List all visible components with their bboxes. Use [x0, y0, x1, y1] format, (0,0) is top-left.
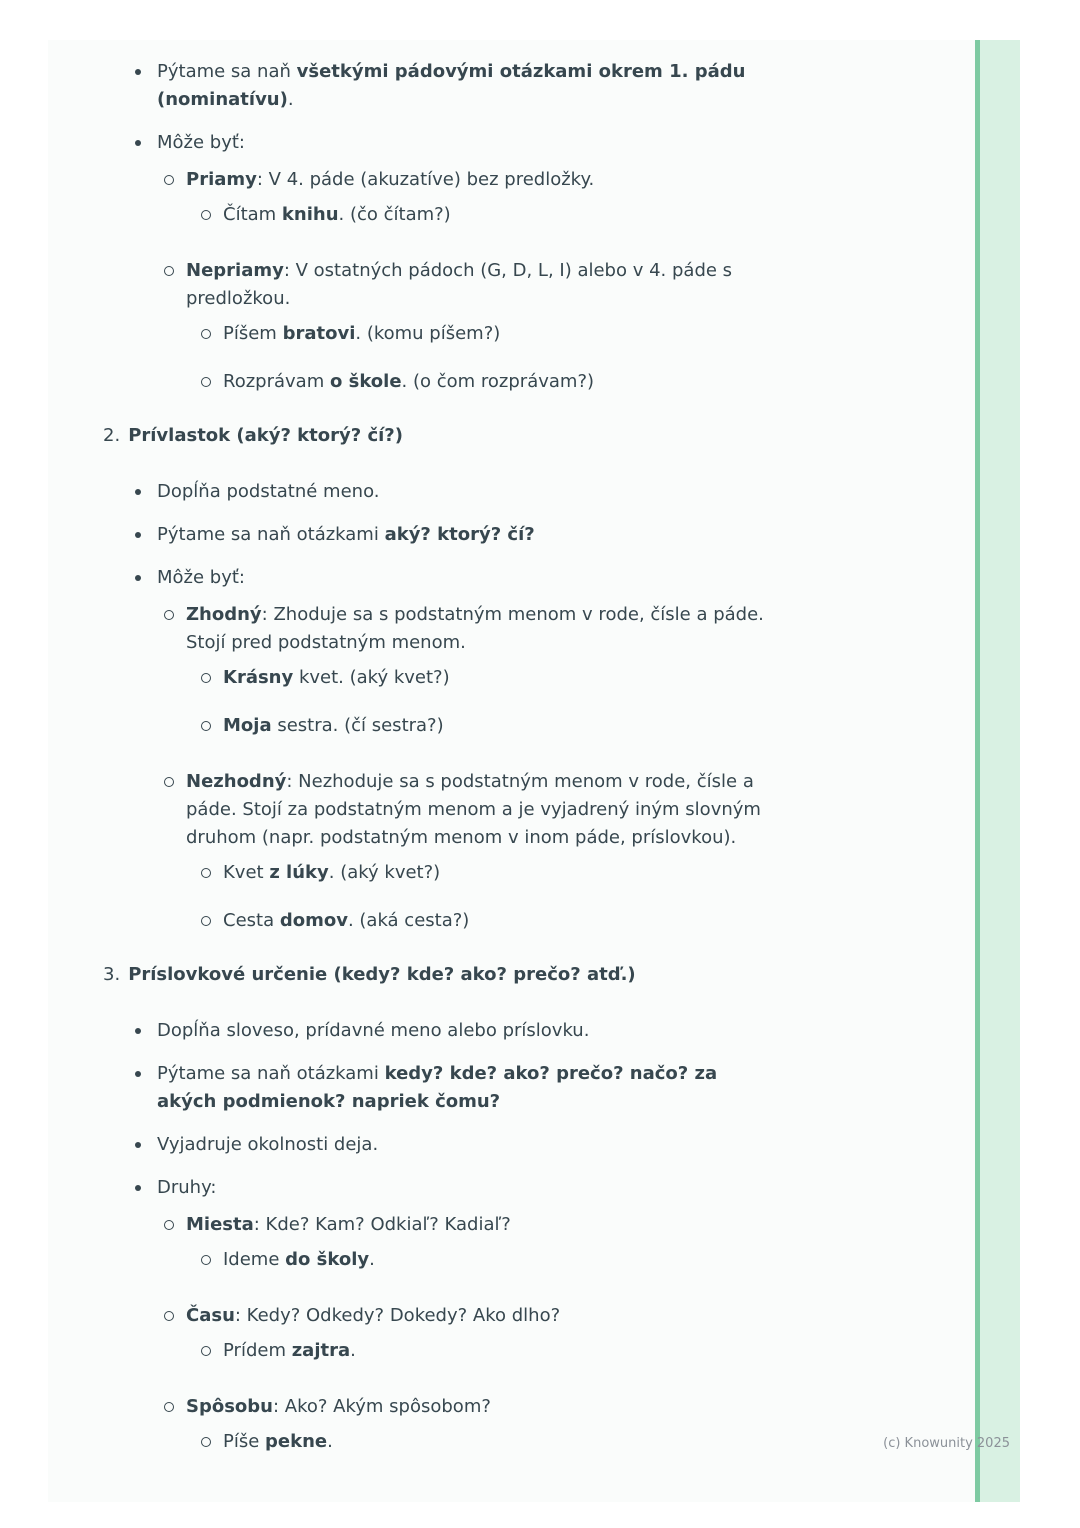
item-text: Pýtame sa naň všetkými pádovými otázkami okrem 1. pádu (nominatívu).: [157, 61, 746, 110]
list-item: [103, 166, 778, 194]
bullet-circle-icon: [201, 210, 211, 220]
bullet-dot-icon: [135, 1142, 141, 1148]
bullet-circle-icon: [201, 1437, 211, 1447]
bullet-circle-icon: [164, 1220, 174, 1230]
bullet-dot-icon: [135, 69, 141, 75]
bullet-circle-icon: [201, 868, 211, 878]
list-item: [103, 320, 778, 348]
list-item: [103, 859, 778, 887]
item-text: Čítam knihu. (čo čítam?): [223, 204, 451, 225]
bullet-circle-icon: [201, 377, 211, 387]
item-text: Príslovkové určenie (kedy? kde? ako? prečo? atď.): [128, 964, 636, 985]
item-text: Dopĺňa sloveso, prídavné meno alebo príslovku.: [157, 1020, 590, 1041]
list-item: [103, 601, 778, 657]
item-text: Zhodný: Zhoduje sa s podstatným menom v rode, čísle a páde. Stojí pred podstatným menom.: [186, 604, 764, 653]
bullet-dot-icon: [135, 1185, 141, 1191]
bullet-dot-icon: [135, 489, 141, 495]
item-text: Cesta domov. (aká cesta?): [223, 910, 470, 931]
section-number: 3.: [103, 964, 121, 985]
item-text: Nezhodný: Nezhoduje sa s podstatným menom v rode, čísle a páde. Stojí za podstatným menom a je vyjadrený iným slovným druhom (napr. podstatným menom v inom páde, príslovkou).: [186, 771, 761, 848]
item-text: Prívlastok (aký? ktorý? čí?): [128, 425, 403, 446]
bullet-circle-icon: [164, 266, 174, 276]
document-page: [48, 40, 1020, 1502]
item-text: Môže byť:: [157, 567, 245, 588]
list-item: [103, 1246, 778, 1274]
bullet-circle-icon: [201, 721, 211, 731]
item-text: Dopĺňa podstatné meno.: [157, 481, 380, 502]
item-text: Kvet z lúky. (aký kvet?): [223, 862, 441, 883]
list-item: [103, 1211, 778, 1239]
section-number: 2.: [103, 425, 121, 446]
bullet-circle-icon: [201, 1346, 211, 1356]
bullet-circle-icon: [201, 1255, 211, 1265]
item-text: Druhy:: [157, 1177, 217, 1198]
list-item: [103, 712, 778, 740]
bullet-dot-icon: [135, 532, 141, 538]
item-text: Krásny kvet. (aký kvet?): [223, 667, 450, 688]
item-text: Priamy: V 4. páde (akuzatíve) bez predložky.: [186, 169, 595, 190]
list-item: [103, 1174, 778, 1202]
item-text: Môže byť:: [157, 132, 245, 153]
list-item: [103, 1060, 778, 1116]
bullet-circle-icon: [201, 916, 211, 926]
bullet-circle-icon: [201, 673, 211, 683]
bullet-circle-icon: [164, 777, 174, 787]
list-item: [103, 664, 778, 692]
list-item: [103, 1393, 778, 1421]
item-text: Ideme do školy.: [223, 1249, 375, 1270]
list-item: [103, 1017, 778, 1045]
list-item: [103, 368, 778, 396]
bullet-circle-icon: [164, 175, 174, 185]
item-text: Rozprávam o škole. (o čom rozprávam?): [223, 371, 595, 392]
section-heading: [103, 961, 778, 989]
list-item: [103, 478, 778, 506]
section-heading: [103, 422, 778, 450]
item-text: Miesta: Kde? Kam? Odkiaľ? Kadiaľ?: [186, 1214, 511, 1235]
bullet-circle-icon: [164, 610, 174, 620]
item-text: Pýtame sa naň otázkami kedy? kde? ako? prečo? načo? za akých podmienok? napriek čomu?: [157, 1063, 718, 1112]
copyright-footer: (c) Knowunity 2025: [883, 1436, 1010, 1451]
item-text: Spôsobu: Ako? Akým spôsobom?: [186, 1396, 491, 1417]
item-text: Pýtame sa naň otázkami aký? ktorý? čí?: [157, 524, 535, 545]
bullet-dot-icon: [135, 140, 141, 146]
list-item: [103, 1428, 778, 1456]
bullet-dot-icon: [135, 575, 141, 581]
list-item: [103, 257, 778, 313]
list-item: [103, 129, 778, 157]
document-body: [103, 58, 778, 1456]
list-item: [103, 58, 778, 114]
bullet-dot-icon: [135, 1071, 141, 1077]
item-text: Nepriamy: V ostatných pádoch (G, D, L, I) alebo v 4. páde s predložkou.: [186, 260, 733, 309]
list-item: [103, 1131, 778, 1159]
item-text: Vyjadruje okolnosti deja.: [157, 1134, 379, 1155]
item-text: Moja sestra. (čí sestra?): [223, 715, 444, 736]
item-text: Píšem bratovi. (komu píšem?): [223, 323, 501, 344]
bullet-circle-icon: [164, 1311, 174, 1321]
item-text: Času: Kedy? Odkedy? Dokedy? Ako dlho?: [186, 1305, 561, 1326]
bullet-circle-icon: [164, 1402, 174, 1412]
accent-strip: [975, 40, 1020, 1502]
bullet-dot-icon: [135, 1028, 141, 1034]
item-text: Píše pekne.: [223, 1431, 333, 1452]
list-item: [103, 1302, 778, 1330]
bullet-circle-icon: [201, 329, 211, 339]
list-item: [103, 521, 778, 549]
item-text: Prídem zajtra.: [223, 1340, 356, 1361]
list-item: [103, 564, 778, 592]
list-item: [103, 201, 778, 229]
list-item: [103, 907, 778, 935]
list-item: [103, 1337, 778, 1365]
list-item: [103, 768, 778, 852]
